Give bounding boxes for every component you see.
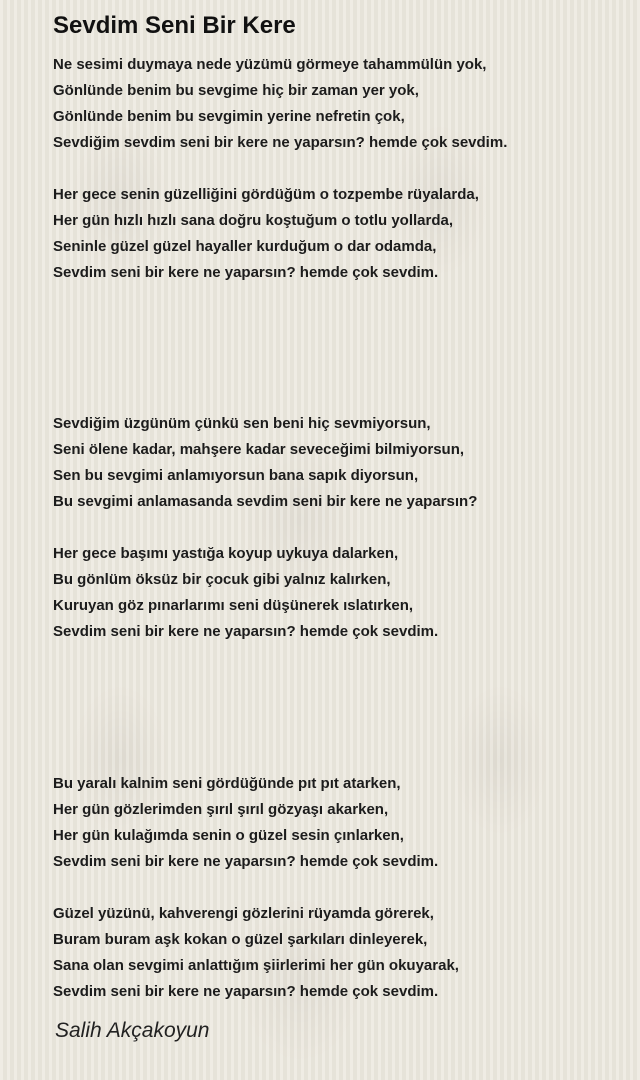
poem-line: Her gece senin güzelliğini gördüğüm o tozpembe rüyalarda,: [53, 186, 479, 203]
poem-line: Sana olan sevgimi anlattığım şiirlerimi her gün okuyarak,: [53, 957, 459, 974]
poem-line: Sevdiğim sevdim seni bir kere ne yaparsın? hemde çok sevdim.: [53, 134, 508, 151]
poem-line: Sevdim seni bir kere ne yaparsın? hemde çok sevdim.: [53, 853, 439, 870]
poem-title: Sevdim Seni Bir Kere: [53, 12, 296, 39]
poem-line: Ne sesimi duymaya nede yüzümü görmeye tahammülün yok,: [53, 56, 487, 73]
poem-line: Bu sevgimi anlamasanda sevdim seni bir kere ne yaparsın?: [53, 493, 478, 510]
stanza-5: [53, 771, 438, 875]
poem-line: Sevdim seni bir kere ne yaparsın? hemde çok sevdim.: [53, 264, 439, 281]
poem-line: Bu yaralı kalnim seni gördüğünde pıt pıt atarken,: [53, 775, 401, 792]
poem-line: Buram buram aşk kokan o güzel şarkıları dinleyerek,: [53, 931, 428, 948]
poem-line: Gönlünde benim bu sevgimin yerine nefretin çok,: [53, 108, 405, 125]
poem-author: Salih Akçakoyun: [55, 1019, 210, 1042]
poem-line: Her gece başımı yastığa koyup uykuya dalarken,: [53, 545, 399, 562]
poem-line: Her gün hızlı hızlı sana doğru koştuğum o totlu yollarda,: [53, 212, 454, 229]
poem-line: Güzel yüzünü, kahverengi gözlerini rüyamda görerek,: [53, 905, 434, 922]
stanza-3: [53, 411, 477, 515]
poem-line: Seni ölene kadar, mahşere kadar seveceğimi bilmiyorsun,: [53, 441, 465, 458]
poem-line: Sen bu sevgimi anlamıyorsun bana sapık diyorsun,: [53, 467, 419, 484]
poem-line: Bu gönlüm öksüz bir çocuk gibi yalnız kalırken,: [53, 571, 391, 588]
poem-line: Sevdim seni bir kere ne yaparsın? hemde çok sevdim.: [53, 623, 439, 640]
stanza-1: [53, 52, 507, 156]
poem-line: Sevdiğim üzgünüm çünkü sen beni hiç sevmiyorsun,: [53, 415, 431, 432]
poem-line: Seninle güzel güzel hayaller kurduğum o dar odamda,: [53, 238, 437, 255]
poem-line: Gönlünde benim bu sevgime hiç bir zaman yer yok,: [53, 82, 419, 99]
poem-line: Kuruyan göz pınarlarımı seni düşünerek ıslatırken,: [53, 597, 414, 614]
poem-line: Sevdim seni bir kere ne yaparsın? hemde çok sevdim.: [53, 983, 439, 1000]
stanza-4: [53, 541, 438, 645]
stanza-6: [53, 901, 459, 1005]
stanza-2: [53, 182, 479, 286]
poem-line: Her gün gözlerimden şırıl şırıl gözyaşı akarken,: [53, 801, 389, 818]
poem-line: Her gün kulağımda senin o güzel sesin çınlarken,: [53, 827, 404, 844]
